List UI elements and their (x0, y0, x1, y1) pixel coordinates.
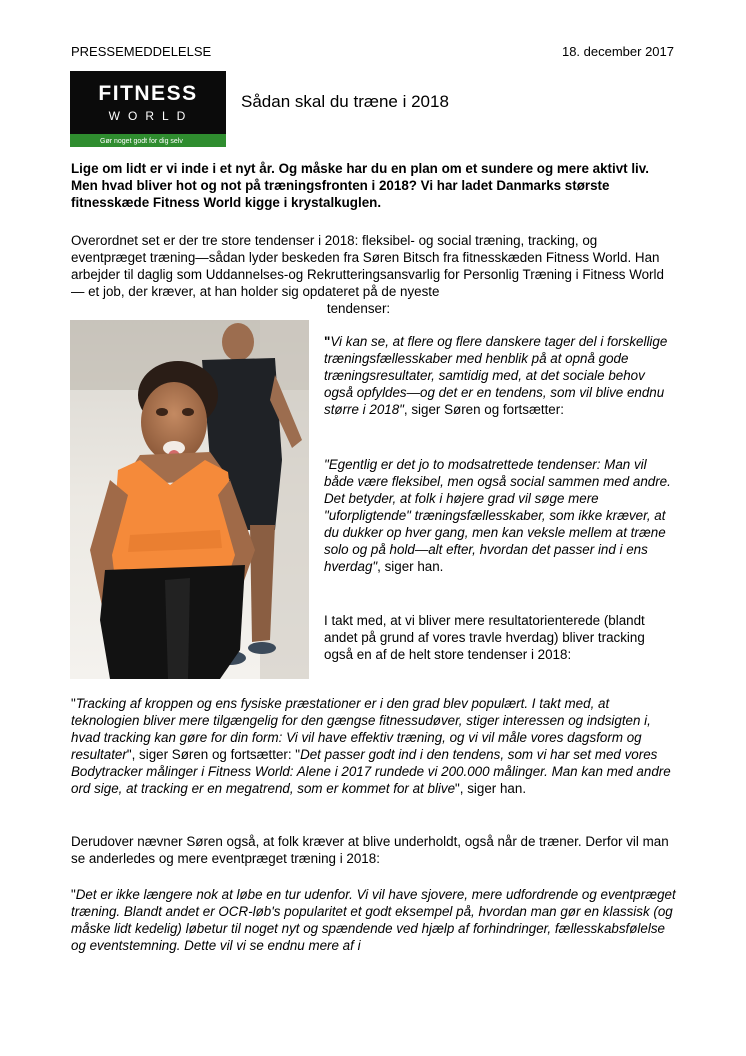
quote-tracking-text-2: Det passer godt ind i den tendens, som vi har set med vores Bodytracker målinger i Fitness World: Alene i 2017 rundede vi 200.000 målinger. Man kan med andre ord sige, at tracking er en megatrend, som er kommet for at blive (71, 747, 671, 796)
quote-tracking-attribution: ", siger han. (455, 781, 527, 796)
paragraph-trends-tail: tendenser: (326, 301, 391, 316)
quote-social-training-attribution: , siger Søren og fortsætter: (403, 402, 564, 417)
quote-flexible-training (324, 456, 674, 575)
quote-tracking (71, 695, 676, 797)
quote-event-training-text: Det er ikke længere nok at løbe en tur udenfor. Vi vil have sjovere, mere udfordrende og eventpræget træning. Blandt andet er OCR-løb's popularitet et godt eksempel på, hvordan man gør en klassisk (og måske lidt kedelig) løbetur til noget nyt og spændende ved hjælp af forhindringer, fællesskabsfølelse og eventstemning. Dette vil vi se endnu mere af i (71, 887, 676, 953)
fitness-world-logo (70, 71, 226, 147)
release-date: 18. december 2017 (561, 44, 674, 59)
quote-tracking-middle: ", siger Søren og fortsætter: " (126, 747, 301, 762)
paragraph-tracking-intro: I takt med, at vi bliver mere resultatorienterede (blandt andet på grund af vores travle hverdag) bliver tracking også en af de helt store tendenser i 2018: (324, 613, 645, 662)
quote-social-training-text: Vi kan se, at flere og flere danskere tager del i forskellige træningsfællesskaber med henblik på at opnå gode træningsresultater, samtidig med, at det sociale behov også opfyldes—og det er en tendens, som vil blive endnu større i 2018" (324, 334, 668, 417)
paragraph-event-training: Derudover nævner Søren også, at folk kræver at blive underholdt, også når de træner. Derfor vil man se anderledes og mere eventpræget træning i 2018: (71, 834, 669, 866)
quote-tracking-text-1: Tracking af kroppen og ens fysiske præstationer er i den grad blev populært. I takt med, at teknologien bliver mere tilgængelig for den gængse fitnessudøver, stiger interessen og indsigten i, hvad tracking kan gøre for din form: Vi vil have effektiv træning, og vi vil måle vores dagsform og resultater (71, 696, 651, 762)
quote-flexible-training-text: "Egentlig er det jo to modsatrettede tendenser: Man vil både være fleksibel, men også social sammen med andre. Det betyder, at folk i højere grad vil søge mere "uforpligtende" træningsfællesskaber, som ikke kræver, at du dukker op hver gang, men kan veksle mellem at træne solo og på hold—alt efter, hvordan det passer ind i ens hverdag" (324, 457, 671, 574)
paragraph-trends (71, 232, 676, 317)
page-title: Sådan skal du træne i 2018 (241, 92, 449, 111)
quote-tracking-open: " (71, 696, 76, 711)
quote-event-training (71, 886, 676, 954)
logo-word-world: WORLD (108, 109, 194, 123)
logo-word-fitness: FITNESS (98, 82, 198, 105)
quote-social-training (324, 333, 674, 418)
woman-training-photo (70, 320, 309, 679)
paragraph-trends-main: Overordnet set er der tre store tendenser i 2018: fleksibel- og social træning, tracking, og eventpræget træning—sådan lyder beskeden fra Søren Bitsch fra fitnesskæden Fitness World. Han arbejder til daglig som Uddannelses-og Rekrutteringsansvarlig for Personlig Træning i Fitness World — et job, der kræver, at han holder sig opdateret på de nyeste (71, 233, 664, 299)
intro-paragraph: Lige om lidt er vi inde i et nyt år. Og måske har du en plan om et sundere og mere aktivt liv. Men hvad bliver hot og not på træningsfronten i 2018? Vi har ladet Danmarks største fitnesskæde Fitness World kigge i krystalkuglen. (71, 161, 649, 210)
photo-illustration (70, 320, 309, 679)
logo-tagline: Gør noget godt for dig selv (100, 138, 183, 145)
quote-event-open: " (71, 887, 76, 902)
press-release-label: PRESSEMEDDELELSE (71, 44, 212, 59)
quote-open-mark: " (324, 334, 331, 349)
quote-flexible-training-attribution: , siger han. (377, 559, 444, 574)
